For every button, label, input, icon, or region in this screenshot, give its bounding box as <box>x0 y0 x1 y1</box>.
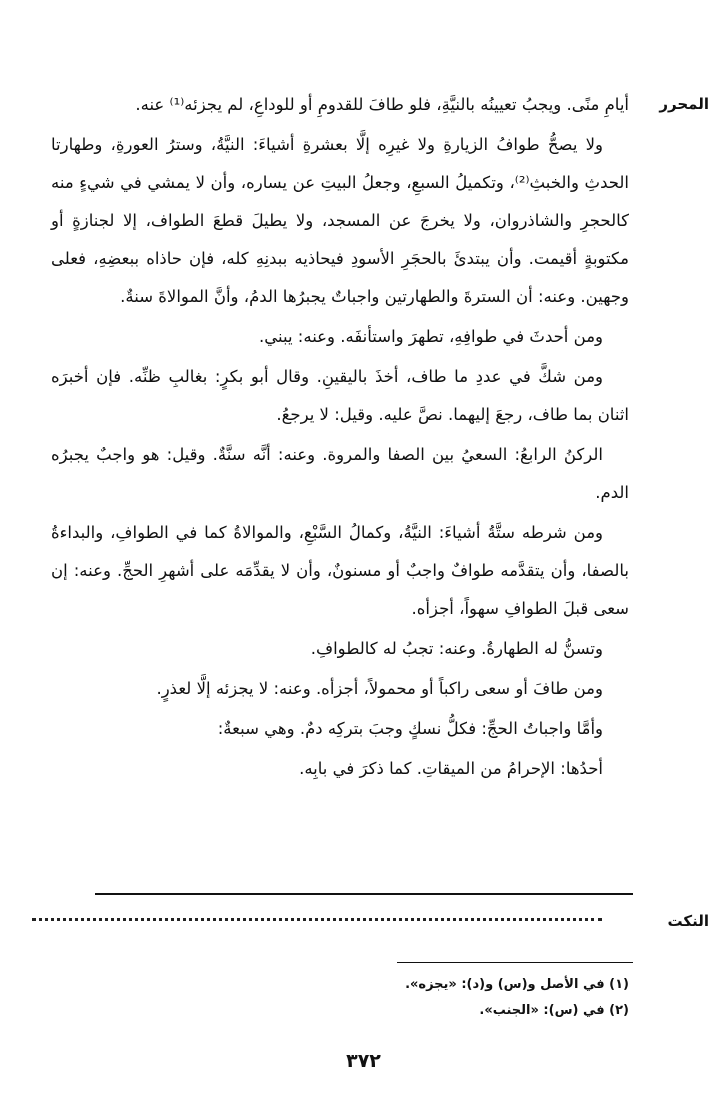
main-text-block <box>51 86 629 790</box>
paragraph: ولا يصحُّ طوافُ الزيارةِ ولا غيرِه إلَّا بعشرةِ أشياءَ: النيَّةُ، وسترُ العورةِ، وطهارتا الحدثِ والخبثِ⁽²⁾، وتكميلُ السبعِ، وجعلُ البيتِ عن يساره، وأن لا يمشي في شيءٍ منه كالحجرِ والشاذروان، ولا يخرجَ عن المسجد، ولا يطيلَ قطعَ الطواف، إلا لجنازةٍ أو مكتوبةٍ أقيمت. وأن يبتدئَ بالحجَرِ الأسودِ فيحاذيه ببدنِهِ كله، فإن حاذاه ببعضِهِ، فعلى وجهين. وعنه: أن السترةَ والطهارتين واجباتٌ يجبرُها الدمُ، وأنَّ الموالاةَ سنةٌ. <box>51 135 629 306</box>
paragraph: ومن شرطه ستَّةُ أشياءَ: النيَّةُ، وكمالُ السَّبْعِ، والموالاةُ كما في الطوافِ، والبداءةُ بالصفا، وأن يتقدَّمه طوافٌ واجبٌ أو مسنونٌ، وأن لا يقدِّمَه على أشهرِ الحجِّ. وعنه: إن سعى قبلَ الطوافِ سهواً، أجزأه. <box>51 523 629 618</box>
paragraph: الركنُ الرابعُ: السعيُ بين الصفا والمروة. وعنه: أنَّه سنَّةٌ. وقيل: هو واجبٌ يجبرُه الدم. <box>51 445 629 502</box>
paragraph: ومن طافَ أو سعى راكباً أو محمولاً، أجزأه. وعنه: لا يجزئه إلَّا لعذرٍ. <box>156 679 603 698</box>
footnote: (١) في الأصل و(س) و(د): «يجزه». <box>405 977 629 992</box>
dotted-placeholder-line <box>32 918 602 921</box>
margin-label-muharrar: المحرر <box>659 95 709 113</box>
margin-label-nukat: النكت <box>667 912 709 930</box>
paragraph: ومن شكَّ في عددِ ما طاف، أخذَ باليقينِ. وقال أبو بكرٍ: بغالبِ ظنِّه. فإن أخبرَه اثنان بما طاف، رجعَ إليهما. نصَّ عليه. وقيل: لا يرجعُ. <box>51 367 629 424</box>
footnotes-block <box>109 972 629 1024</box>
section-divider <box>95 893 633 895</box>
paragraph: أيامِ منًى. ويجبُ تعيينُه بالنيَّةِ، فلو طافَ للقدومِ أو للوداعِ، لم يجزئه⁽¹⁾ عنه. <box>135 95 629 114</box>
page-number: ٣٧٢ <box>346 1050 381 1072</box>
footnote: (٢) في (س): «الجنب». <box>479 1003 629 1018</box>
paragraph: أحدُها: الإحرامُ من الميقاتِ. كما ذكرَ في بابِه. <box>299 759 603 778</box>
paragraph: وأمَّا واجباتُ الحجِّ: فكلُّ نسكٍ وجبَ بتركِه دمٌ. وهي سبعةٌ: <box>217 719 603 738</box>
paragraph: ومن أحدثَ في طوافِهِ، تطهرَ واستأنفَه. وعنه: يبني. <box>259 327 603 346</box>
paragraph: وتسنُّ له الطهارةُ. وعنه: تجبُ له كالطوافِ. <box>310 639 603 658</box>
footnote-divider <box>397 962 633 963</box>
